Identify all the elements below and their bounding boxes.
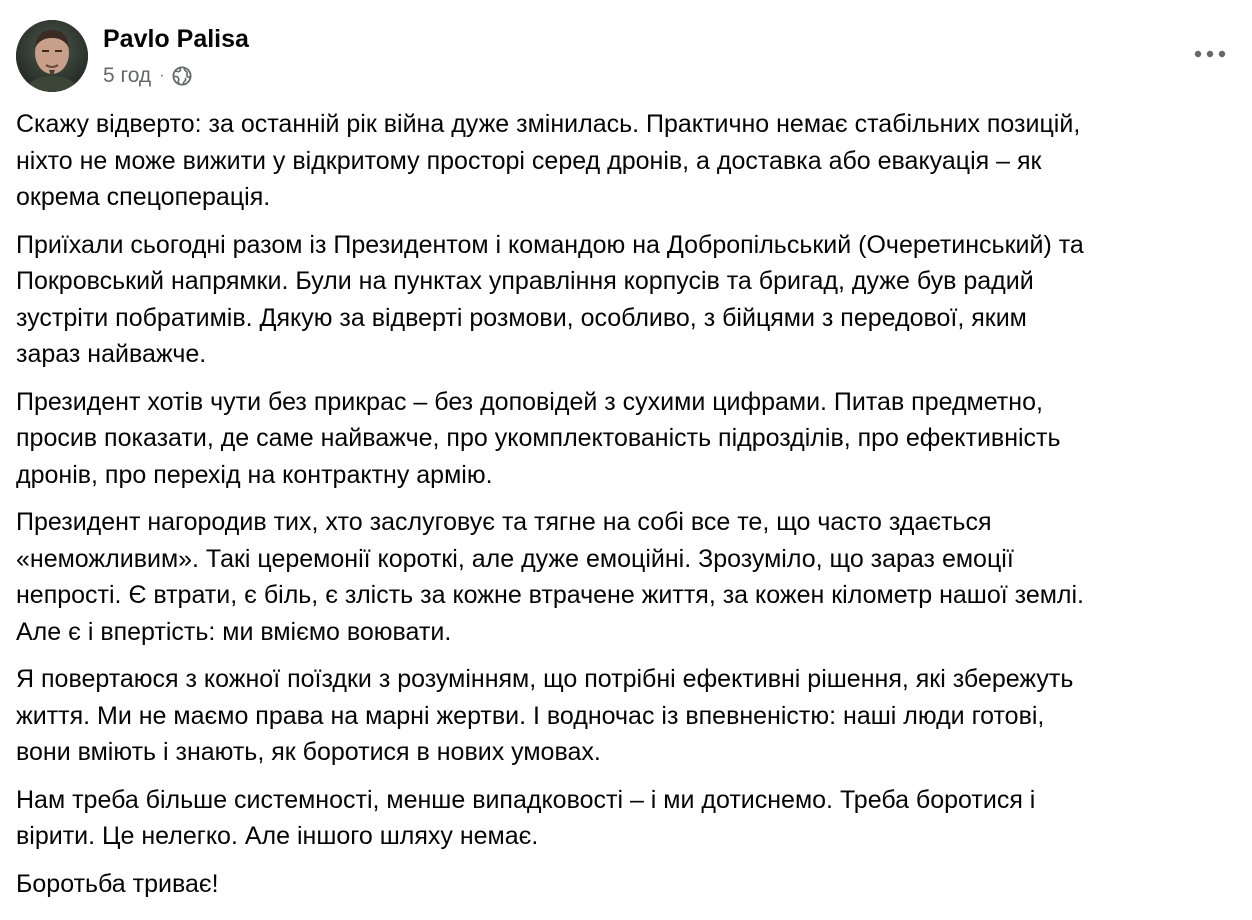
text-line: Президент нагородив тих, хто заслуговує та тягне на собі все те, що часто здається [16, 508, 992, 536]
paragraph [16, 106, 1238, 216]
more-dots-icon [1194, 50, 1226, 58]
text-line: життя. Ми не маємо права на марні жертви. І водночас із впевненістю: наші люди готові, [16, 701, 1045, 730]
text-line: дронів, про перехід на контрактну армію. [16, 460, 493, 489]
post-content [16, 106, 1238, 913]
paragraph [16, 384, 1238, 494]
avatar[interactable] [16, 20, 88, 92]
paragraph [16, 227, 1238, 373]
more-options-button[interactable] [1190, 42, 1230, 66]
text-line: Президент хотів чути без прикрас – без доповідей з сухими цифрами. Питав предметно, [16, 387, 1043, 416]
text-line: окрема спецоперація. [16, 183, 271, 211]
text-line: «неможливим». Такі церемонії короткі, але дуже емоційні. Зрозуміло, що зараз емоції [16, 544, 1014, 573]
text-line: Я повертаюся з кожної поїздки з розумінням, що потрібні ефективні рішення, які збережуть [16, 665, 1074, 693]
text-line: Покровський напрямки. Були на пунктах управління корпусів та бригад, дуже був радий [16, 267, 1034, 295]
post-meta [103, 62, 192, 90]
meta-separator: · [159, 67, 165, 84]
paragraph [16, 782, 1238, 855]
text-line: зустріти побратимів. Дякую за відверті розмови, особливо, з бійцями з передової, яким [16, 303, 1027, 332]
post-time[interactable]: 5 год [103, 64, 152, 87]
text-line: Приїхали сьогодні разом із Президентом і командою на Добропільський (Очеретинський) та [16, 230, 1084, 259]
globe-icon[interactable] [172, 66, 192, 86]
paragraph [16, 504, 1238, 650]
text-line: вірити. Це нелегко. Але іншого шляху немає. [16, 822, 539, 850]
text-line: Боротьба триває! [16, 869, 219, 898]
text-line: зараз найважче. [16, 340, 207, 368]
profile-photo-icon [16, 20, 88, 92]
text-line: Нам треба більше системності, менше випадковості – і ми дотиснемо. Треба боротися і [16, 785, 1036, 814]
text-line: Але є і впертість: ми вміємо воювати. [16, 617, 452, 646]
paragraph [16, 866, 1238, 903]
paragraph [16, 661, 1238, 771]
text-line: просив показати, де саме найважче, про укомплектованість підрозділів, про ефективність [16, 424, 1061, 452]
text-line: ніхто не може вижити у відкритому просторі серед дронів, а доставка або евакуація – як [16, 146, 1042, 175]
text-line: Скажу відверто: за останній рік війна дуже змінилась. Практично немає стабільних позицій, [16, 110, 1081, 138]
author-name[interactable]: Pavlo Palisa [103, 25, 249, 53]
post-header [16, 20, 1236, 92]
text-line: вони вміють і знають, як боротися в нових умовах. [16, 738, 601, 766]
text-line: непрості. Є втрати, є біль, є злість за кожне втрачене життя, за кожен кілометр нашої землі. [16, 581, 1084, 609]
